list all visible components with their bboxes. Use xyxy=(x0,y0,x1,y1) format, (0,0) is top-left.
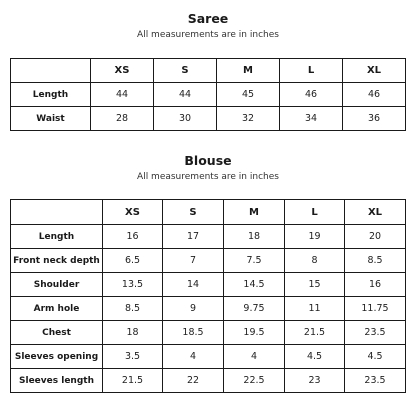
table-cell: 14.5 xyxy=(224,273,285,297)
table-cell: 16 xyxy=(103,225,163,249)
table-cell: 11 xyxy=(285,297,345,321)
saree-size-table xyxy=(10,58,406,131)
table-cell: 20 xyxy=(345,225,406,249)
blouse-size-table xyxy=(10,199,406,393)
table-cell: 4.5 xyxy=(345,345,406,369)
blouse-header-l: L xyxy=(285,200,345,225)
table-cell: 4 xyxy=(163,345,224,369)
table-cell: 23 xyxy=(285,369,345,393)
table-cell: 32 xyxy=(217,107,280,131)
blouse-header-m: M xyxy=(224,200,285,225)
table-cell: 19.5 xyxy=(224,321,285,345)
table-row xyxy=(11,273,406,297)
table-cell: 22 xyxy=(163,369,224,393)
table-row xyxy=(11,107,406,131)
saree-header-m: M xyxy=(217,59,280,83)
saree-subtitle: All measurements are in inches xyxy=(137,30,279,40)
table-cell: 22.5 xyxy=(224,369,285,393)
table-cell: 11.75 xyxy=(345,297,406,321)
saree-header-corner xyxy=(11,59,91,83)
table-cell: 9 xyxy=(163,297,224,321)
table-cell: 13.5 xyxy=(103,273,163,297)
table-row xyxy=(11,369,406,393)
saree-header-s: S xyxy=(154,59,217,83)
table-cell: 4.5 xyxy=(285,345,345,369)
table-cell: 30 xyxy=(154,107,217,131)
table-cell: 18.5 xyxy=(163,321,224,345)
table-cell: 23.5 xyxy=(345,321,406,345)
table-cell: 4 xyxy=(224,345,285,369)
saree-title: Saree xyxy=(187,11,229,26)
blouse-title: Blouse xyxy=(184,153,232,168)
table-cell: 3.5 xyxy=(103,345,163,369)
table-cell: 44 xyxy=(154,83,217,107)
table-cell: 28 xyxy=(91,107,154,131)
row-label: Chest xyxy=(11,321,103,345)
row-label: Arm hole xyxy=(11,297,103,321)
table-cell: 14 xyxy=(163,273,224,297)
table-cell: 18 xyxy=(103,321,163,345)
row-label: Sleeves opening xyxy=(11,345,103,369)
table-row xyxy=(11,345,406,369)
blouse-subtitle: All measurements are in inches xyxy=(137,172,279,182)
saree-header-l: L xyxy=(280,59,343,83)
table-cell: 17 xyxy=(163,225,224,249)
table-cell: 23.5 xyxy=(345,369,406,393)
table-row xyxy=(11,83,406,107)
table-cell: 46 xyxy=(343,83,406,107)
table-cell: 8.5 xyxy=(103,297,163,321)
table-cell: 9.75 xyxy=(224,297,285,321)
row-label: Shoulder xyxy=(11,273,103,297)
table-cell: 44 xyxy=(91,83,154,107)
table-cell: 7 xyxy=(163,249,224,273)
table-row xyxy=(11,321,406,345)
blouse-header-xl: XL xyxy=(345,200,406,225)
table-cell: 18 xyxy=(224,225,285,249)
table-cell: 45 xyxy=(217,83,280,107)
row-label: Length xyxy=(11,225,103,249)
saree-header-xs: XS xyxy=(91,59,154,83)
blouse-header-s: S xyxy=(163,200,224,225)
table-cell: 15 xyxy=(285,273,345,297)
row-label: Waist xyxy=(11,107,91,131)
row-label: Length xyxy=(11,83,91,107)
table-cell: 6.5 xyxy=(103,249,163,273)
table-cell: 16 xyxy=(345,273,406,297)
table-cell: 46 xyxy=(280,83,343,107)
table-cell: 21.5 xyxy=(103,369,163,393)
table-cell: 8 xyxy=(285,249,345,273)
table-cell: 36 xyxy=(343,107,406,131)
row-label: Sleeves length xyxy=(11,369,103,393)
saree-header-row xyxy=(11,59,406,83)
blouse-header-corner xyxy=(11,200,103,225)
row-label: Front neck depth xyxy=(11,249,103,273)
saree-header-xl: XL xyxy=(343,59,406,83)
blouse-header-xs: XS xyxy=(103,200,163,225)
table-cell: 8.5 xyxy=(345,249,406,273)
table-row xyxy=(11,249,406,273)
blouse-header-row xyxy=(11,200,406,225)
table-cell: 21.5 xyxy=(285,321,345,345)
table-cell: 34 xyxy=(280,107,343,131)
table-cell: 7.5 xyxy=(224,249,285,273)
table-row xyxy=(11,297,406,321)
table-row xyxy=(11,225,406,249)
table-cell: 19 xyxy=(285,225,345,249)
